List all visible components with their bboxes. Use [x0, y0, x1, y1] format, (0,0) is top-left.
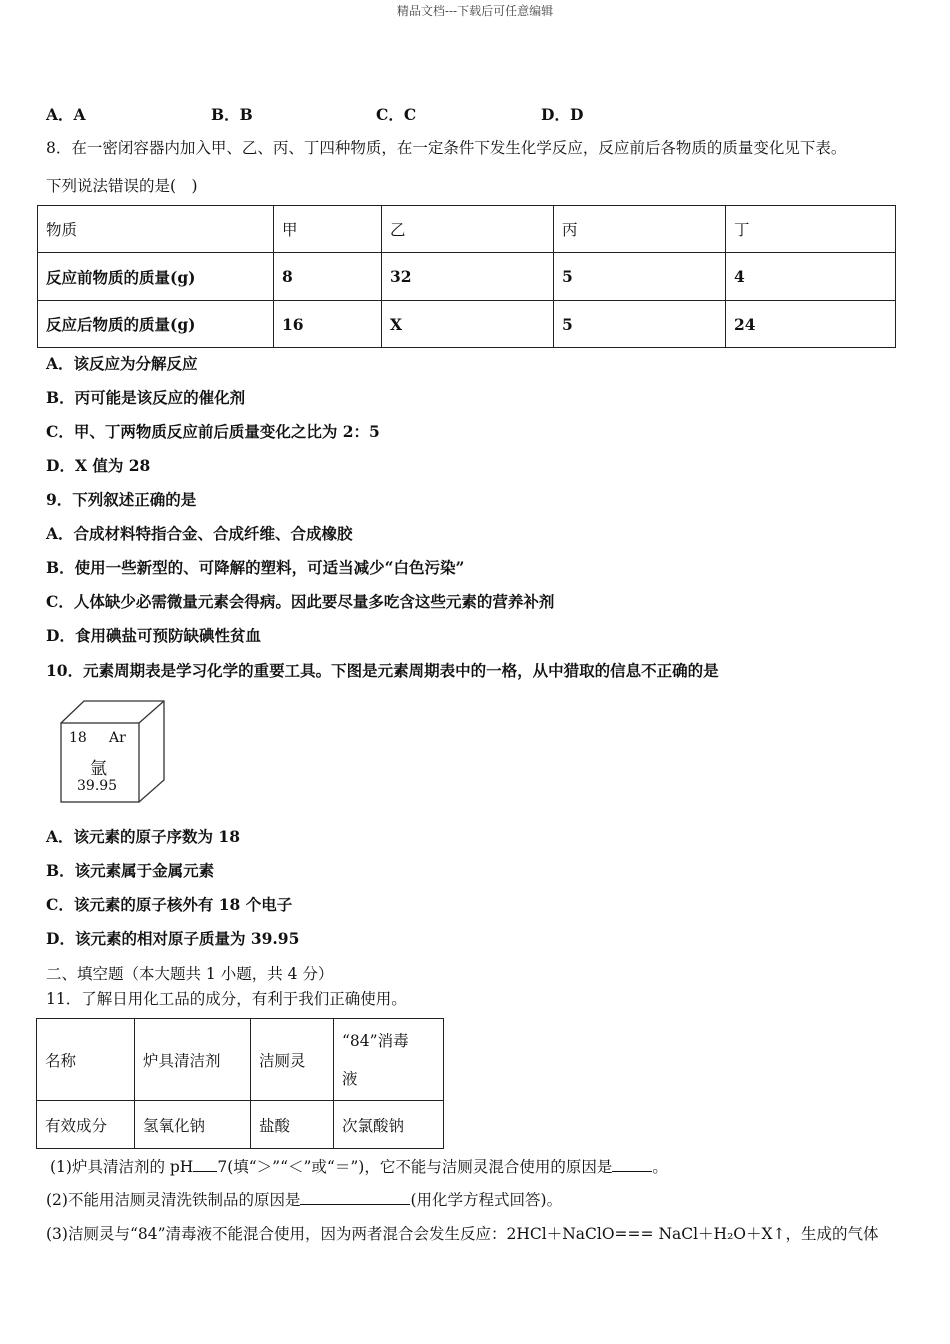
q8-stem-line2: 下列说法错误的是( ) [46, 177, 198, 195]
q7-option-a: A．A [46, 105, 86, 124]
table-cell: 甲 [274, 206, 382, 253]
table-cell: 反应后物质的质量(g) [38, 301, 274, 348]
element-atomic-mass: 39.95 [77, 778, 118, 794]
element-atomic-number: 18 [69, 730, 87, 746]
table-row [37, 1019, 444, 1101]
table-cell: 丁 [726, 206, 896, 253]
q8-option-a: A．该反应为分解反应 [46, 354, 198, 373]
q11-sub2-text-a: (2)不能用洁厕灵清洗铁制品的原因是 [46, 1191, 301, 1209]
q11-sub1-text-c: 。 [652, 1158, 668, 1176]
q11-sub1 [50, 1155, 668, 1177]
q11-sub2-text-b: (用化学方程式回答)。 [410, 1191, 563, 1209]
q9-stem: 9．下列叙述正确的是 [46, 490, 197, 509]
q9-option-a: A．合成材料特指合金、合成纤维、合成橡胶 [46, 524, 353, 543]
cell-line: “84”消毒 [342, 1031, 409, 1050]
page-header: 精品文档---下载后可任意编辑 [396, 4, 554, 18]
table-cell: 有效成分 [37, 1101, 135, 1149]
table-cell: 次氯酸钠 [334, 1101, 444, 1149]
table-cell: 8 [274, 253, 382, 301]
table-cell: X [382, 301, 554, 348]
q8-option-d: D．X 值为 28 [46, 456, 151, 475]
q7-option-c: C．C [376, 105, 417, 124]
table-cell: 5 [554, 301, 726, 348]
table-cell: 物质 [38, 206, 274, 253]
q10-option-b: B．该元素属于金属元素 [46, 861, 215, 880]
table-cell: 炉具清洁剂 [135, 1019, 251, 1101]
q11-sub2 [46, 1188, 562, 1210]
q10-option-c: C．该元素的原子核外有 18 个电子 [46, 895, 293, 914]
q9-option-d: D．食用碘盐可预防缺碘性贫血 [46, 626, 261, 645]
answer-blank[interactable] [193, 1156, 217, 1173]
q11-sub1-text-b: 7(填“＞”“＜”或“＝”)，它不能与洁厕灵混合使用的原因是 [217, 1158, 613, 1176]
table-cell: 5 [554, 253, 726, 301]
q8-stem-line1: 8．在一密闭容器内加入甲、乙、丙、丁四种物质，在一定条件下发生化学反应，反应前后各物质的质量变化见下表。 [46, 139, 847, 157]
q8-option-c: C．甲、丁两物质反应前后质量变化之比为 2：5 [46, 422, 380, 441]
q7-option-d: D．D [541, 105, 584, 124]
table-cell: 乙 [382, 206, 554, 253]
q11-stem: 11．了解日用化工品的成分，有利于我们正确使用。 [46, 990, 407, 1008]
q8-option-b: B．丙可能是该反应的催化剂 [46, 388, 246, 407]
table-cell: 名称 [37, 1019, 135, 1101]
table-cell: 丙 [554, 206, 726, 253]
table-row [38, 301, 896, 348]
q10-stem: 10．元素周期表是学习化学的重要工具。下图是元素周期表中的一格，从中猎取的信息不正确的是 [46, 661, 719, 680]
table-cell: 反应前物质的质量(g) [38, 253, 274, 301]
table-cell: 氢氧化钠 [135, 1101, 251, 1149]
table-cell: 4 [726, 253, 896, 301]
table-cell: 盐酸 [251, 1101, 334, 1149]
answer-blank[interactable] [612, 1156, 652, 1173]
table-cell [334, 1019, 444, 1101]
table-row [37, 1101, 444, 1149]
section-title: 二、填空题（本大题共 1 小题，共 4 分） [46, 965, 334, 983]
table-cell: 16 [274, 301, 382, 348]
table-cell: 24 [726, 301, 896, 348]
element-cell-figure [60, 700, 166, 803]
table-header-row [38, 206, 896, 253]
element-symbol: Ar [109, 730, 126, 746]
q11-sub1-text-a: (1)炉具清洁剂的 pH [50, 1158, 194, 1176]
table-cell: 洁厕灵 [251, 1019, 334, 1101]
table-row [38, 253, 896, 301]
answer-blank[interactable] [300, 1189, 410, 1206]
q8-table [37, 205, 896, 348]
q7-option-b: B．B [211, 105, 253, 124]
element-name: 氩 [90, 759, 107, 779]
q11-sub3: (3)洁厕灵与“84”清毒液不能混合使用，因为两者混合会发生反应：2HCl＋NaClO=== NaCl＋H₂O＋X↑，生成的气体 [46, 1225, 879, 1243]
q9-option-b: B．使用一些新型的、可降解的塑料，可适当减少“白色污染” [46, 558, 465, 577]
q10-option-d: D．该元素的相对原子质量为 39.95 [46, 929, 300, 948]
cell-line: 液 [342, 1069, 358, 1088]
table-cell: 32 [382, 253, 554, 301]
q10-option-a: A．该元素的原子序数为 18 [46, 827, 240, 846]
q11-table [36, 1018, 444, 1149]
q9-option-c: C．人体缺少必需微量元素会得病。因此要尽量多吃含这些元素的营养补剂 [46, 592, 555, 611]
